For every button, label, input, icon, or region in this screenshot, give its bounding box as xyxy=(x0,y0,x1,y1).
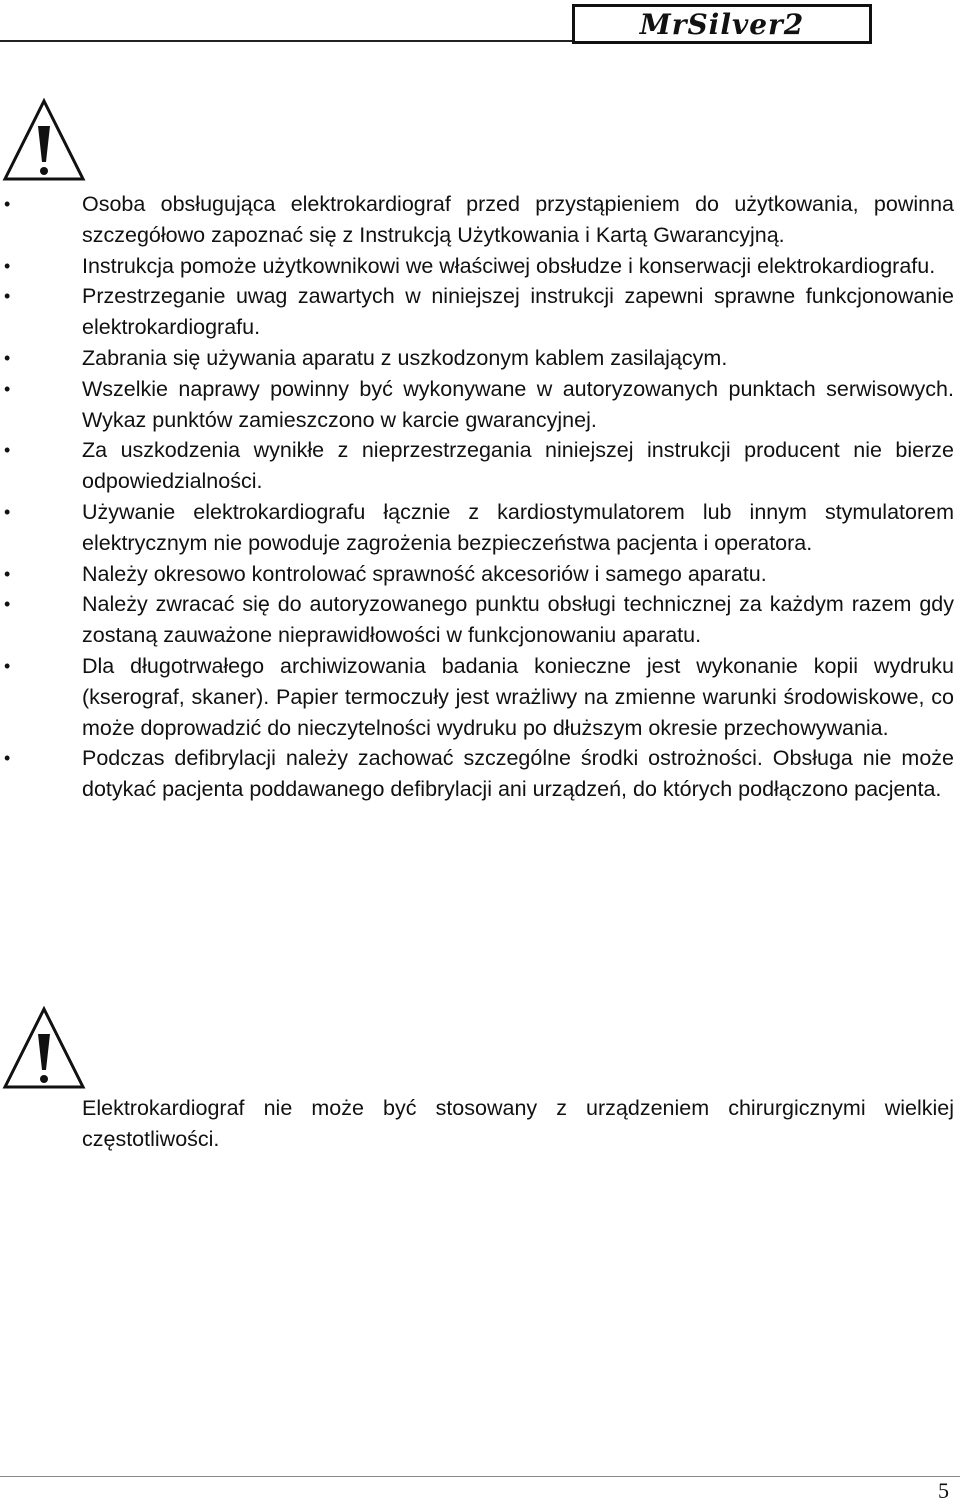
bullet-icon: • xyxy=(4,594,11,615)
brand-logo-text: MrSilver2 xyxy=(639,7,805,41)
warning-triangle-icon xyxy=(2,98,86,182)
bullet-icon: • xyxy=(4,501,11,522)
bullet-icon: • xyxy=(4,748,11,769)
list-item: • Instrukcja pomoże użytkownikowi we właściwej obsłudze i konserwacji elektrokardiografu. xyxy=(82,251,954,282)
list-item: • Przestrzeganie uwag zawartych w niniejszej instrukcji zapewni sprawne funkcjonowanie elektrokardiografu. xyxy=(82,281,954,343)
list-item: • Zabrania się używania aparatu z uszkodzonym kablem zasilającym. xyxy=(82,343,954,374)
bullet-icon: • xyxy=(4,286,11,307)
bullet-icon: • xyxy=(4,378,11,399)
list-item: • Używanie elektrokardiografu łącznie z kardiostymulatorem lub innym stymulatorem elektrycznym nie powoduje zagrożenia bezpieczeństwa pacjenta i operatora. xyxy=(82,497,954,559)
list-item: • Należy okresowo kontrolować sprawność akcesoriów i samego aparatu. xyxy=(82,559,954,590)
list-item: • Podczas defibrylacji należy zachować szczególne środki ostrożności. Obsługa nie może dotykać pacjenta poddawanego defibrylacji ani urządzeń, do których podłączono pacjenta. xyxy=(82,743,954,805)
bullet-icon: • xyxy=(4,347,11,368)
bullet-icon: • xyxy=(4,194,11,214)
list-item: • Za uszkodzenia wynikłe z nieprzestrzegania niniejszej instrukcji producent nie bierze odpowiedzialności. xyxy=(82,435,954,497)
page-number: 5 xyxy=(938,1478,949,1503)
header-rule xyxy=(0,40,572,42)
warning-triangle-icon xyxy=(2,1006,86,1090)
brand-logo-box xyxy=(572,4,872,44)
bullet-icon: • xyxy=(4,255,11,276)
bullet-icon: • xyxy=(4,655,11,676)
bullet-icon: • xyxy=(4,440,11,461)
footer-rule xyxy=(0,1476,960,1477)
warning-list xyxy=(4,189,954,805)
list-item: • Wszelkie naprawy powinny być wykonywane w autoryzowanych punktach serwisowych. Wykaz punktów zamieszczono w karcie gwarancyjnej. xyxy=(82,374,954,436)
bullet-icon: • xyxy=(4,563,11,584)
list-item: • Osoba obsługująca elektrokardiograf przed przystąpieniem do użytkowania, powinna szczegółowo zapoznać się z Instrukcją Użytkowania i Kartą Gwarancyjną. xyxy=(82,189,954,251)
list-item: • Należy zwracać się do autoryzowanego punktu obsługi technicznej za każdym razem gdy zostaną zauważone nieprawidłowości w funkcjonowaniu aparatu. xyxy=(82,589,954,651)
list-item: • Dla długotrwałego archiwizowania badania konieczne jest wykonanie kopii wydruku (kserograf, skaner). Papier termoczuły jest wrażliwy na zmienne warunki środowiskowe, co może doprowadzić do nieczytelności wydruku po dłuższym okresie przechowywania. xyxy=(82,651,954,743)
high-frequency-note: Elektrokardiograf nie może być stosowany z urządzeniem chirurgicznymi wielkiej częstotliwości. xyxy=(82,1096,954,1151)
